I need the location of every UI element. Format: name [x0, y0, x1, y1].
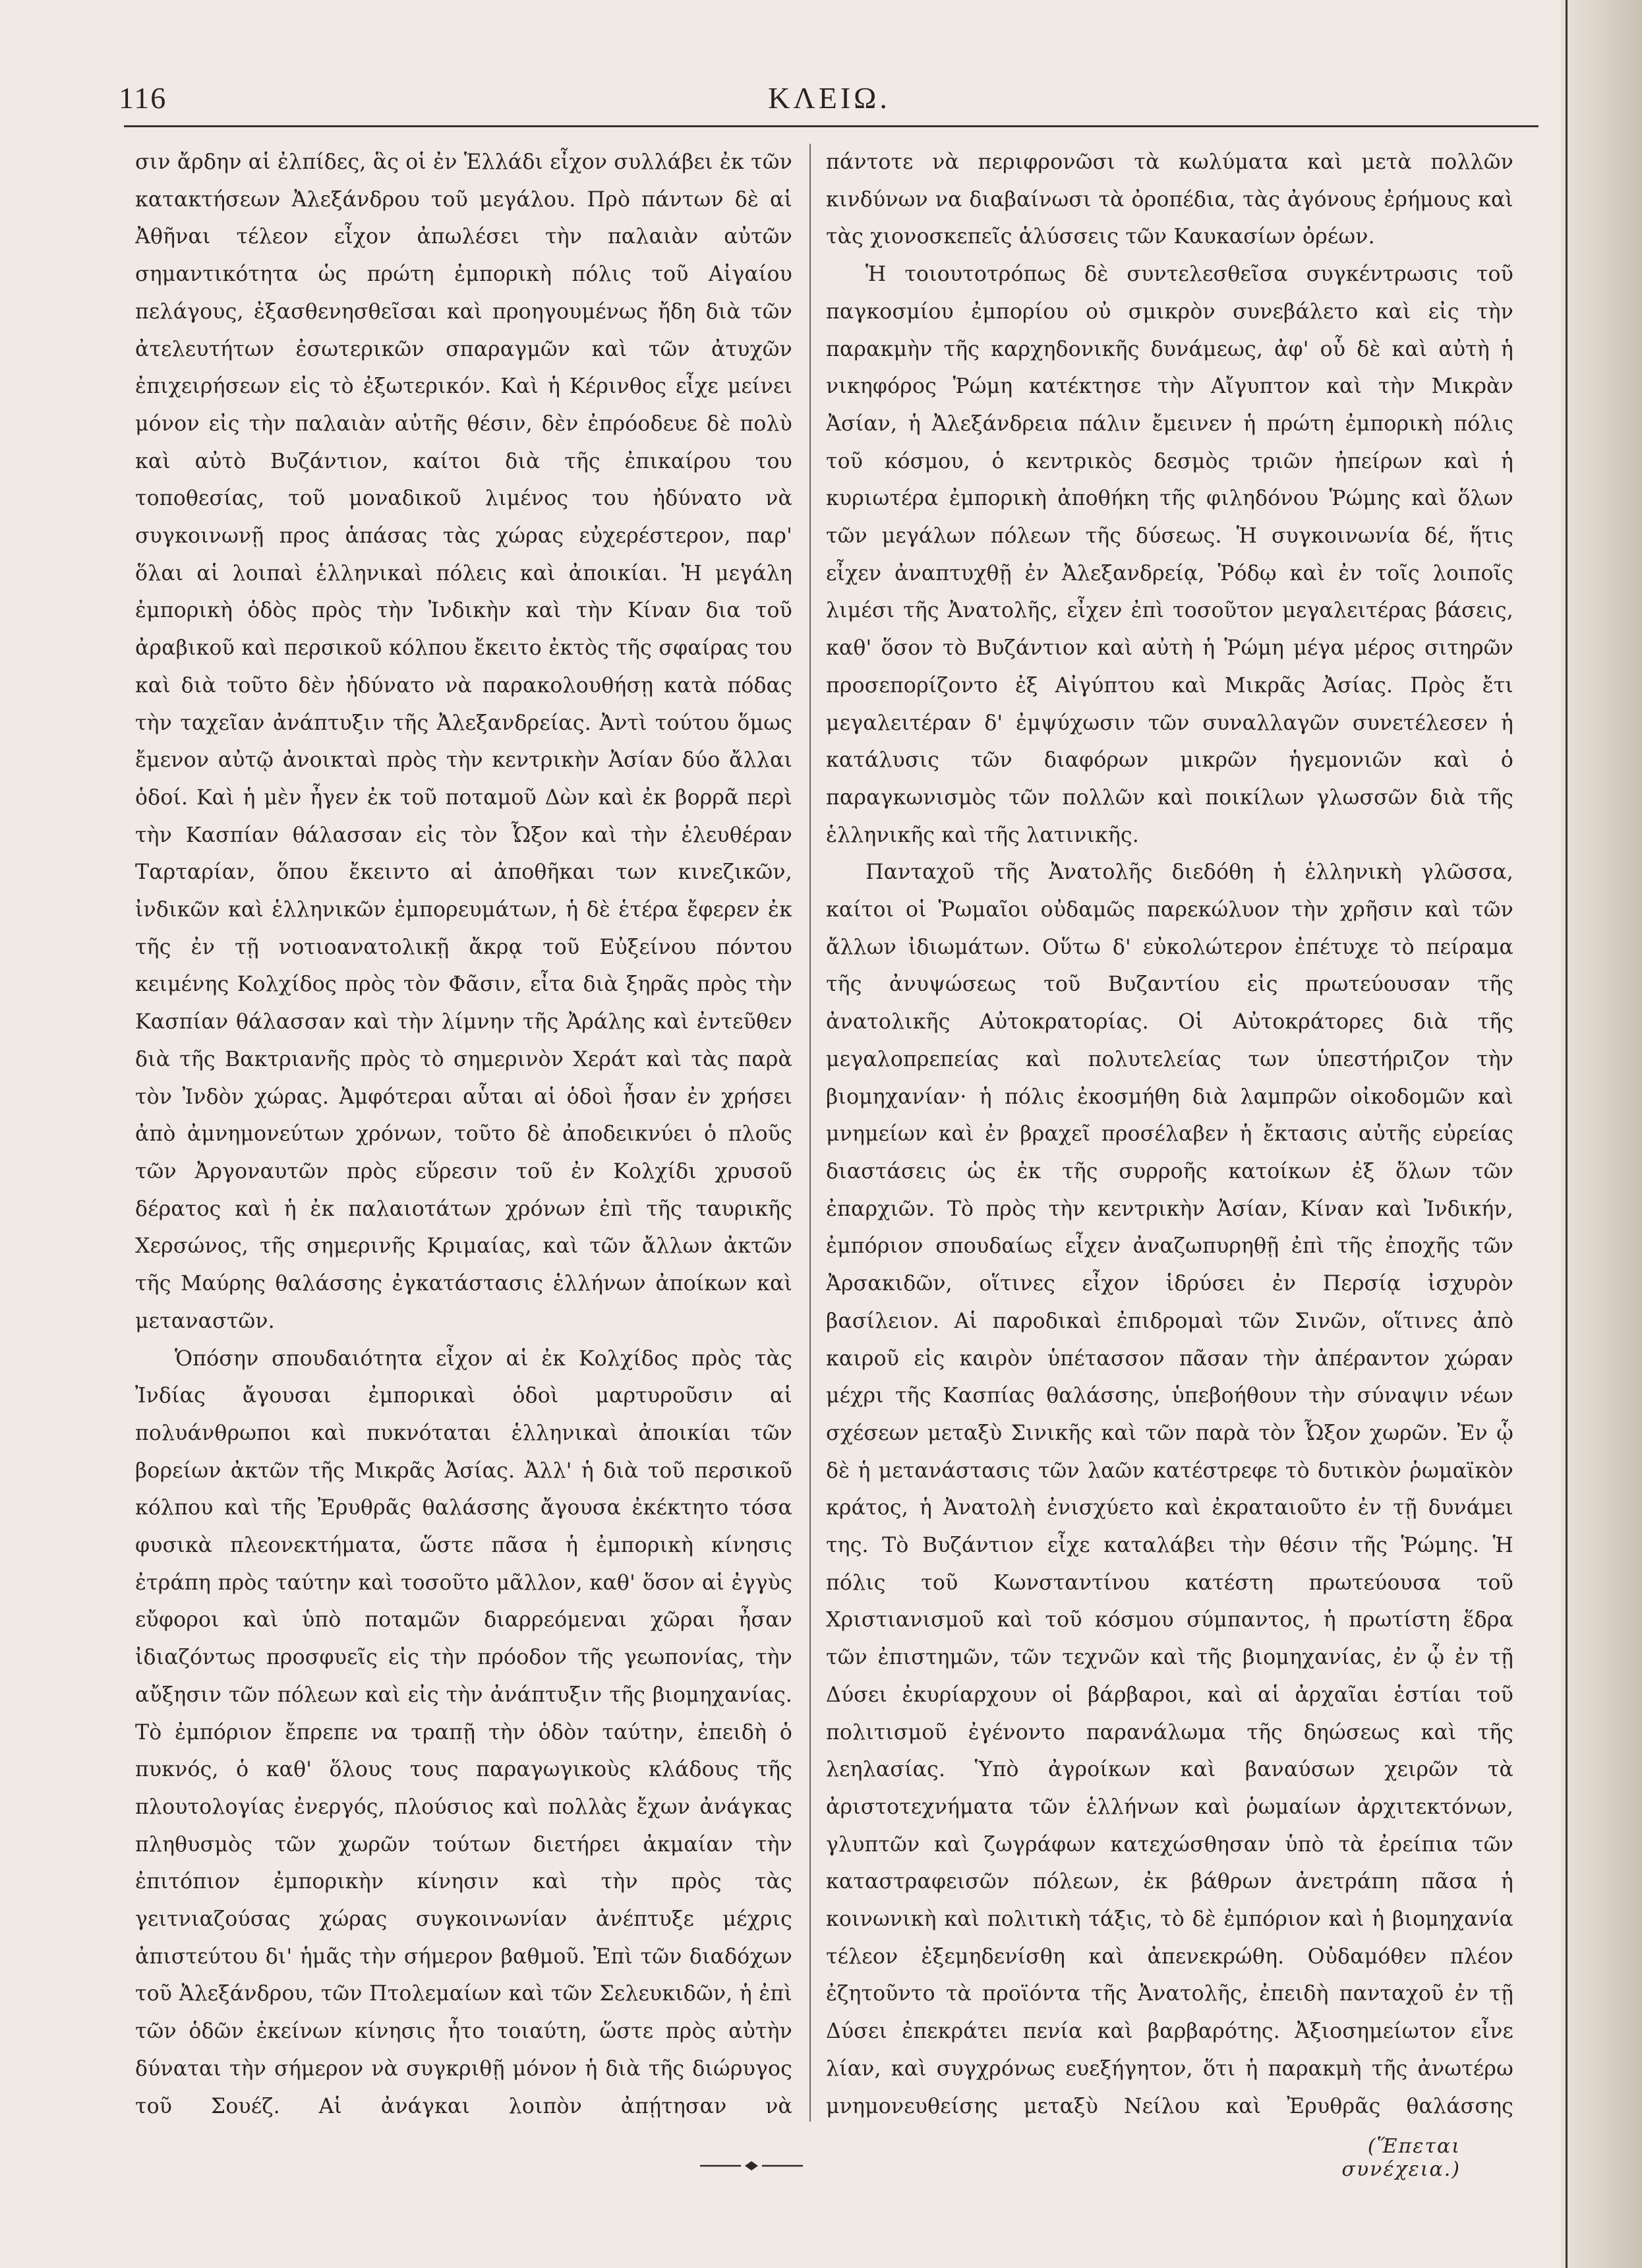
header-rule — [124, 125, 1539, 127]
continued-note: (Ἕπεται συνέχεια.) — [1341, 2135, 1461, 2181]
paragraph: Πανταχοῦ τῆς Ἀνατολῆς διεδόθη ἡ ἑλληνικὴ γλῶσσα, καίτοι οἱ Ῥωμαῖοι οὐδαμῶς παρεκώλυον τὴν χρῆσιν καὶ τῶν ἄλλων ἰδιωμάτων. Οὕτω δ' εὐκολώτερον ἐπέτυχε τὸ πείραμα τῆς ἀνυψώσεως τοῦ Βυζαντίου εἰς πρωτεύουσαν τῆς ἀνατολικῆς Αὐτοκρατορίας. Οἱ Αὐτοκράτορες διὰ τῆς μεγαλοπρεπείας καὶ πολυτελείας των ὑπεστήριζον τὴν βιομηχανίαν· ἡ πόλις ἐκοσμήθη διὰ λαμπρῶν οἰκοδομῶν καὶ μνημείων καὶ ἐν βραχεῖ προσέλαβεν ἡ ἔκτασις αὐτῆς εὐρείας διαστάσεις ὡς ἐκ τῆς συρροῆς κατοίκων ἐξ ὅλων τῶν ἐπαρχιῶν. Τὸ πρὸς τὴν κεντρικὴν Ἀσίαν, Κίναν καὶ Ἰνδικήν, ἐμπόριον σπουδαίως εἶχεν ἀναζωπυρηθῇ ἐπὶ τῆς ἐποχῆς τῶν Ἀρσακιδῶν, οἵτινες εἶχον ἱδρύσει ἐν Περσίᾳ ἰσχυρὸν βασίλειον. Αἱ παροδικαὶ ἐπιδρομαὶ τῶν Σινῶν, οἵτινες ἀπὸ καιροῦ εἰς καιρὸν ὑπέτασσον πᾶσαν τὴν ἀπέραντον χώραν μέχρι τῆς Κασπίας θαλάσσης, ὑπεβοήθουν τὴν σύναψιν νέων σχέσεων μεταξὺ Σινικῆς καὶ τῶν παρὰ τὸν Ὦξον χωρῶν. Ἐν ᾧ δὲ ἡ μετανάστασις τῶν λαῶν κατέστρεφε τὸ δυτικὸν ῥωμαϊκὸν κράτος, ἡ Ἀνατολὴ ἐνισχύετο καὶ ἐκραταιοῦτο ἐν τῇ δυνάμει της. Τὸ Βυζάντιον εἶχε καταλάβει τὴν θέσιν τῆς Ῥώμης. Ἡ πόλις τοῦ Κωνσταντίνου κατέστη πρωτεύουσα τοῦ Χριστιανισμοῦ καὶ τοῦ κόσμου σύμπαντος, ἡ πρωτίστη ἕδρα τῶν ἐπιστημῶν, τῶν τεχνῶν καὶ τῆς βιομηχανίας, ἐν ᾧ ἐν τῇ Δύσει ἐκυρίαρχουν οἱ βάρβαροι, καὶ αἱ ἀρχαῖαι ἑστίαι τοῦ πολιτισμοῦ ἐγένοντο παρανάλωμα τῆς δηώσεως καὶ τῆς λεηλασίας. Ὑπὸ ἀγροίκων καὶ βαναύσων χειρῶν τὰ ἀριστοτεχνήματα τῶν ἑλλήνων καὶ ῥωμαίων ἀρχιτεκτόνων, γλυπτῶν καὶ ζωγράφων κατεχώσθησαν ὑπὸ τὰ ἐρείπια τῶν καταστραφεισῶν πόλεων, ἐκ βάθρων ἀνετράπη πᾶσα ἡ κοινωνικὴ καὶ πολιτικὴ τάξις, τὸ δὲ ἐμπόριον καὶ ἡ βιομηχανία τέλεον ἐξεμηδενίσθη καὶ ἀπενεκρώθη. Οὐδαμόθεν πλέον ἐζητοῦντο τὰ προϊόντα τῆς Ἀνατολῆς, ἐπειδὴ πανταχοῦ ἐν τῇ Δύσει ἐπεκράτει πενία καὶ βαρβαρότης. Ἀξιοσημείωτον εἶνε λίαν, καὶ συγχρόνως ευεξήγητον, ὅτι ἡ παρακμὴ τῆς ἀνωτέρω μνημονευθείσης μεταξὺ Νείλου καὶ Ἐρυθρᾶς θαλάσσης — [826, 860, 1513, 2118]
paragraph: Ὁπόσην σπουδαιότητα εἶχον αἱ ἐκ Κολχίδος πρὸς τὰς Ἰνδίας ἄγουσαι ἐμπορικαὶ ὁδοὶ μαρτυροῦσιν αἱ πολυάνθρωποι καὶ πυκνόταται ἑλληνικαὶ ἀποικίαι τῶν βορείων ἀκτῶν τῆς Μικρᾶς Ἀσίας. Ἀλλ' ἡ διὰ τοῦ περσικοῦ κόλπου καὶ τῆς Ἐρυθρᾶς θαλάσσης ἄγουσα ἐκέκτητο τόσα φυσικὰ πλεονεκτήματα, ὥστε πᾶσα ἡ ἐμπορικὴ κίνησις ἐτράπη πρὸς ταύτην καὶ τοσοῦτο μᾶλλον, καθ' ὅσον αἱ ἐγγὺς εὔφοροι καὶ ὑπὸ ποταμῶν διαρρεόμεναι χῶραι ἦσαν ἰδιαζόντως προσφυεῖς εἰς τὴν πρόοδον τῆς γεωπονίας, τὴν αὔξησιν τῶν πόλεων καὶ εἰς τὴν ἀνάπτυξιν τῆς βιομηχανίας. Τὸ ἐμπόριον ἔπρεπε να τραπῇ τὴν ὁδὸν ταύτην, ἐπειδὴ ὁ πυκνός, ὁ καθ' ὅλους τους παραγωγικοὺς κλάδους τῆς πλουτολογίας ἐνεργός, πλούσιος καὶ πολλὰς ἔχων ἀνάγκας πληθυσμὸς τῶν χωρῶν τούτων διετήρει ἀκμαίαν τὴν ἐπιτόπιον ἐμπορικὴν κίνησιν καὶ τὴν πρὸς τὰς γειτνιαζούσας χώρας συγκοινωνίαν ἀνέπτυξε μέχρις ἀπιστεύτου δι' ἡμᾶς τὴν σήμερον βαθμοῦ. Ἐπὶ τῶν διαδόχων τοῦ Ἀλεξάνδρου, τῶν Πτολεμαίων καὶ τῶν Σελευκιδῶν, ἡ ἐπὶ τῶν ὁδῶν ἐκείνων κίνησις ἦτο τοιαύτη, ὥστε πρὸς αὐτὴν δύναται τὴν σήμερον νὰ συγκριθῇ μόνον ἡ διὰ τῆς διώρυγος τοῦ Σουέζ. Αἱ ἀνάγκαι λοιπὸν ἀπῄτησαν νὰ — [135, 1346, 792, 2118]
paragraph: Ἡ τοιουτοτρόπως δὲ συντελεσθεῖσα συγκέντρωσις τοῦ παγκοσμίου ἐμπορίου οὐ σμικρὸν συνεβάλετο καὶ εἰς τὴν παρακμὴν τῆς καρχηδονικῆς δυνάμεως, ἀφ' οὗ δὲ καὶ αὐτὴ ἡ νικηφόρος Ῥώμη κατέκτησε τὴν Αἴγυπτον καὶ τὴν Μικρὰν Ἀσίαν, ἡ Ἀλεξάνδρεια πάλιν ἔμεινεν ἡ πρώτη ἐμπορικὴ πόλις τοῦ κόσμου, ὁ κεντρικὸς δεσμὸς τριῶν ἠπείρων καὶ ἡ κυριωτέρα ἐμπορικὴ ἀποθήκη τῆς φιληδόνου Ῥώμης καὶ ὅλων τῶν μεγάλων πόλεων τῆς δύσεως. Ἡ συγκοινωνία δέ, ἥτις εἶχεν ἀναπτυχθῇ ἐν Ἀλεξανδρείᾳ, Ῥόδῳ καὶ ἐν τοῖς λοιποῖς λιμέσι τῆς Ἀνατολῆς, εἶχεν ἐπὶ τοσοῦτον μεγαλειτέρας βάσεις, καθ' ὅσον τὸ Βυζάντιον καὶ αὐτὴ ἡ Ῥώμη μέγα μέρος σιτηρῶν προσεπορίζοντο ἐξ Αἰγύπτου καὶ Μικρᾶς Ἀσίας. Πρὸς ἔτι μεγαλειτέραν δ' ἐμψύχωσιν τῶν συναλλαγῶν συνετέλεσεν ἡ κατάλυσις τῶν διαφόρων μικρῶν ἡγεμονιῶν καὶ ὁ παραγκωνισμὸς τῶν πολλῶν καὶ ποικίλων γλωσσῶν διὰ τῆς ἑλληνικῆς καὶ τῆς λατινικῆς. — [826, 262, 1513, 847]
paragraph: πάντοτε νὰ περιφρονῶσι τὰ κωλύματα καὶ μετὰ πολλῶν κινδύνων να διαβαίνωσι τὰ ὀροπέδια, τὰς ἀγόνους ἐρήμους καὶ τὰς χιονοσκεπεῖς ἁλύσσεις τῶν Καυκασίων ὀρέων. — [826, 150, 1513, 249]
journal-title: ΚΛΕΙΩ. — [768, 81, 891, 115]
column-divider — [809, 144, 811, 2122]
text-column-right — [826, 144, 1513, 2128]
end-ornament — [699, 2158, 804, 2174]
running-head — [119, 80, 1540, 120]
page-number: 116 — [119, 81, 167, 115]
paragraph: σιν ἄρδην αἱ ἐλπίδες, ἃς οἱ ἐν Ἑλλάδι εἶχον συλλάβει ἐκ τῶν κατακτήσεων Ἀλεξάνδρου τοῦ μεγάλου. Πρὸ πάντων δὲ αἱ Ἀθῆναι τέλεον εἶχον ἀπωλέσει τὴν παλαιὰν αὐτῶν σημαντικότητα ὡς πρώτη ἐμπορικὴ πόλις τοῦ Αἰγαίου πελάγους, ἐξασθενησθεῖσαι καὶ προηγουμένως ἤδη διὰ τῶν ἀτελευτήτων ἐσωτερικῶν σπαραγμῶν καὶ τῶν ἀτυχῶν ἐπιχειρήσεων εἰς τὸ ἐξωτερικόν. Καὶ ἡ Κέρινθος εἶχε μείνει μόνον εἰς τὴν παλαιὰν αὐτῆς θέσιν, δὲν ἐπρόοδευε δὲ πολὺ καὶ αὐτὸ Βυζάντιον, καίτοι διὰ τῆς ἐπικαίρου του τοποθεσίας, τοῦ μοναδικοῦ λιμένος του ἠδύνατο νὰ συγκοινωνῇ προς ἁπάσας τὰς χώρας εὐχερέστερον, παρ' ὅλαι αἱ λοιπαὶ ἑλληνικαὶ πόλεις καὶ ἀποικίαι. Ἡ μεγάλη ἐμπορικὴ ὁδὸς πρὸς τὴν Ἰνδικὴν καὶ τὴν Κίναν δια τοῦ ἀραβικοῦ καὶ περσικοῦ κόλπου ἔκειτο ἐκτὸς τῆς σφαίρας του καὶ διὰ τοῦτο δὲν ἠδύνατο νὰ παρακολουθήσῃ κατὰ πόδας τὴν ταχεῖαν ἀνάπτυξιν τῆς Ἀλεξανδρείας. Ἀντὶ τούτου ὅμως ἔμενον αὐτῷ ἀνοικταὶ πρὸς τὴν κεντρικὴν Ἀσίαν δύο ἄλλαι ὁδοί. Καὶ ἡ μὲν ἦγεν ἐκ τοῦ ποταμοῦ Δὼν καὶ ἐκ βορρᾶ περὶ τὴν Κασπίαν θάλασσαν εἰς τὸν Ὦξον καὶ τὴν ἐλευθέραν Ταρταρίαν, ὅπου ἔκειντο αἱ ἀποθῆκαι των κινεζικῶν, ἰνδικῶν καὶ ἑλληνικῶν ἐμπορευμάτων, ἡ δὲ ἑτέρα ἔφερεν ἐκ τῆς ἐν τῇ νοτιοανατολικῇ ἄκρᾳ τοῦ Εὐξείνου πόντου κειμένης Κολχίδος πρὸς τὸν Φᾶσιν, εἶτα διὰ ξηρᾶς πρὸς τὴν Κασπίαν θάλασσαν καὶ τὴν λίμνην τῆς Ἀράλης καὶ ἐντεῦθεν διὰ τῆς Βακτριανῆς πρὸς τὸ σημερινὸν Χεράτ καὶ τὰς παρὰ τὸν Ἰνδὸν χώρας. Ἀμφότεραι αὗται αἱ ὁδοὶ ἦσαν ἐν χρήσει ἀπὸ ἀμνημονεύτων χρόνων, τοῦτο δὲ ἀποδεικνύει ὁ πλοῦς τῶν Ἀργοναυτῶν πρὸς εὕρεσιν τοῦ ἐν Κολχίδι χρυσοῦ δέρατος καὶ ἡ ἐκ παλαιοτάτων χρόνων ἐπὶ τῆς ταυρικῆς Χερσώνος, τῆς σημερινῆς Κριμαίας, καὶ τῶν ἄλλων ἀκτῶν τῆς Μαύρης θαλάσσης ἐγκατάστασις ἑλλήνων ἀποίκων καὶ μεταναστῶν. — [135, 150, 792, 1333]
gutter-line — [1566, 0, 1568, 2268]
book-spine-shadow — [1561, 0, 1642, 2268]
text-column-left — [135, 144, 792, 2128]
